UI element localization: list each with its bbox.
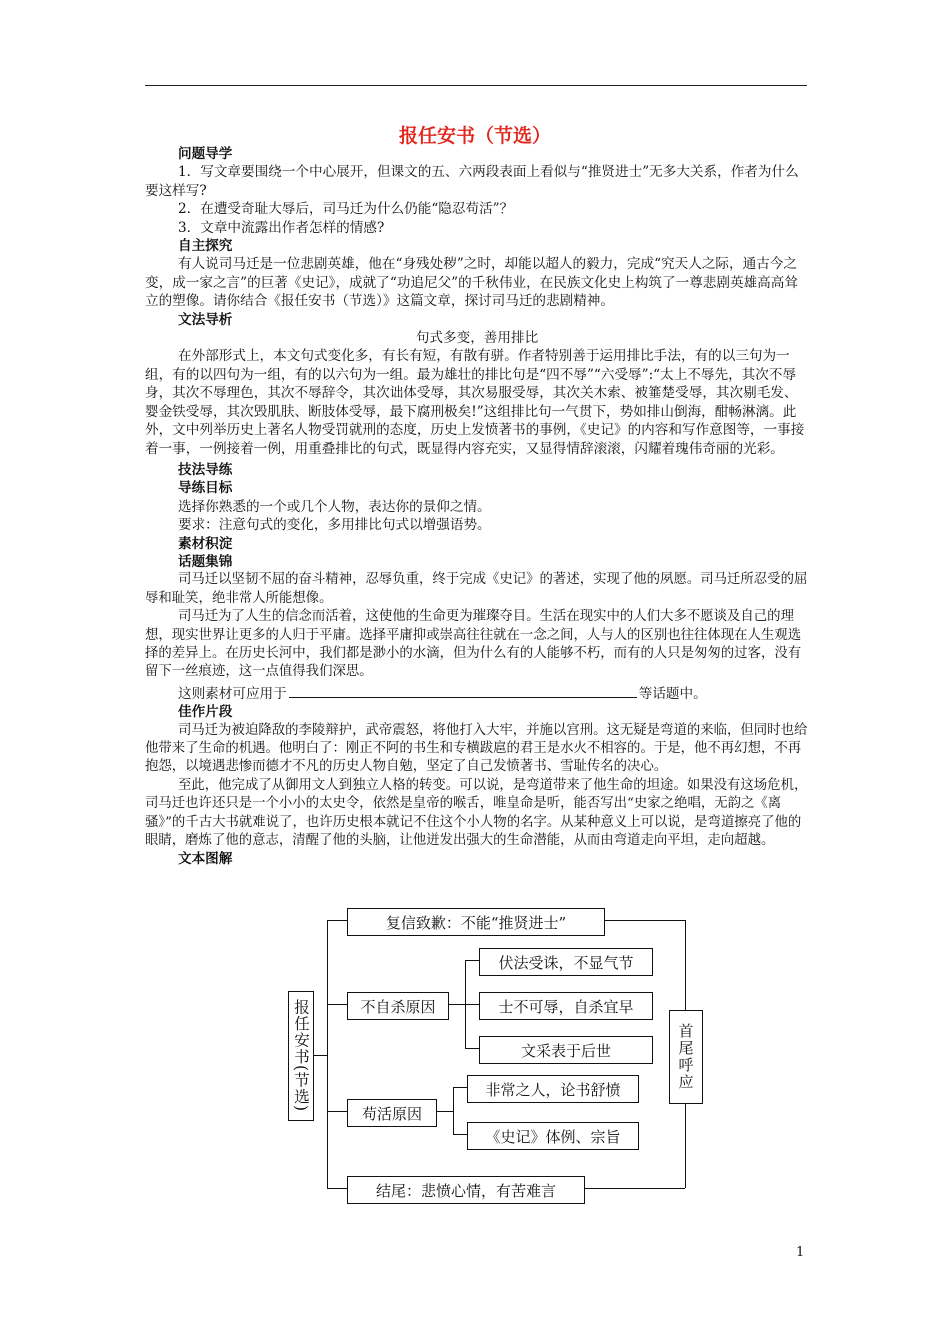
section-heading-wenti: 问题导学	[178, 146, 233, 162]
wenfa-paragraph: 在外部形式上，本文句式变化多，有长有短，有散有骈。作者特别善于运用排比手法，有的以三句为一组，有的以四句为一组，有的以六句为一组。最为雄壮的排比句是“四不辱”“六受辱”:“太上不辱先，其次不辱身，其次不辱理色，其次不辱辞令，其次诎体受辱，其次易服受辱，其次关木索、被箠楚受辱，其次剔毛发、婴金铁受辱，其次毁肌肤、断肢体受辱，最下腐刑极矣!”这组排比句一气贯下，势如排山倒海，酣畅淋漓。此外，文中列举历史上著名人物受罚就刑的态度，历史上发愤著书的事例，《史记》的内容和写作意图等，一事接着一事，一例接着一例，用重叠排比的句式，既显得内容充实，又显得情辞滚滚，闪耀着瑰伟奇丽的光彩。	[145, 348, 805, 457]
diagram-mid1-label: 不自杀原因	[360, 997, 436, 1016]
wenfa-subtitle: 句式多变，善用排比	[415, 330, 539, 347]
diagram-mid1-item-2-label: 士不可辱，自杀宜早	[498, 997, 634, 1016]
diagram-bottom-box	[347, 1176, 585, 1204]
diagram-right-box	[669, 1010, 703, 1104]
question-3: 3．文章中流露出作者怎样的情感?	[178, 219, 385, 236]
mid1-branch-a	[465, 960, 479, 961]
document-body	[145, 145, 809, 869]
text-diagram	[285, 905, 717, 1205]
sucai-subheading-topics: 话题集锦	[178, 553, 233, 570]
sucai-subheading-excerpt: 佳作片段	[178, 704, 233, 721]
fill-blank[interactable]	[289, 684, 637, 698]
question-2: 2．在遭受奇耻大辱后，司马迁为什么仍能“隐忍苟活”？	[178, 201, 514, 218]
diagram-mid2-item-2-label: 《史记》体例、宗旨	[485, 1127, 621, 1146]
mid1-branch-c	[465, 1048, 479, 1049]
jifa-goal: 选择你熟悉的一个或几个人物，表达你的景仰之情。	[178, 498, 491, 515]
connector-mid2	[327, 1111, 347, 1112]
diagram-mid1-item-3	[479, 1036, 653, 1064]
connector-bottom-right	[583, 1188, 685, 1189]
section-heading-jifa: 技法导练	[178, 461, 233, 478]
page-title: 报任安书（节选）	[398, 125, 551, 147]
connector-root	[312, 1055, 327, 1056]
mid2-branch	[453, 1087, 454, 1134]
sucai-paragraph-2: 司马迁为了人生的信念而活着，这使他的生命更为璀璨夺目。生活在现实中的人们大多不愿谈及自己的理想，现实世界让更多的人归于平庸。选择平庸抑或崇高往往就在一念之间，人与人的区别也往往体现在人生观选择的差异上。在历史长河中，我们都是渺小的水滴，但为什么有的人能够不朽，而有的人只是匆匆的过客，没有留下一丝痕迹，这一点值得我们深思。	[145, 609, 802, 680]
diagram-mid2-box	[347, 1099, 437, 1127]
diagram-top-box	[347, 908, 605, 936]
fill-blank-line	[145, 684, 809, 703]
diagram-mid1-item-1	[479, 948, 653, 976]
fill-blank-suffix: 等话题中。	[638, 685, 707, 702]
diagram-mid1-item-2	[479, 992, 653, 1020]
connector-bottom	[327, 1188, 347, 1189]
header-rule	[145, 85, 807, 86]
zizhu-paragraph: 有人说司马迁是一位悲剧英雄，他在“身残处秽”之时，却能以超人的毅力，完成“究天人之际，通古今之变，成一家之言”的巨著《史记》，成就了“功追尼父”的千秋伟业，在民族文化史上构筑了一尊悲剧英雄高高耸立的塑像。请你结合《报任安书（节选）》这篇文章，探讨司马迁的悲剧精神。	[145, 256, 798, 310]
diagram-right-label: 首尾呼应	[676, 1023, 695, 1091]
diagram-mid1-box	[347, 992, 449, 1020]
section-heading-wenfa: 文法导析	[178, 311, 233, 328]
connector-top-right	[603, 920, 685, 921]
diagram-mid2-item-2	[467, 1122, 639, 1150]
mid2-stub	[435, 1111, 453, 1112]
section-heading-tujie: 文本图解	[178, 851, 233, 868]
diagram-top-label: 复信致歉：不能“推贤进士”	[385, 913, 567, 932]
left-connector	[327, 920, 328, 1188]
diagram-mid1-item-3-label: 文采表于后世	[520, 1041, 611, 1060]
question-1: 1．写文章要围绕一个中心展开，但课文的五、六两段表面上看似与“推贤进士”无多大关系，作者为什么要这样写?	[145, 164, 799, 199]
section-heading-sucai: 素材积淀	[178, 535, 233, 552]
diagram-mid2-item-1-label: 非常之人，论书舒愤	[485, 1080, 621, 1099]
jifa-subheading: 导练目标	[178, 480, 233, 497]
jifa-requirement: 要求：注意句式的变化，多用排比句式以增强语势。	[178, 517, 491, 534]
sucai-paragraph-1: 司马迁以坚韧不屈的奋斗精神，忍辱负重，终于完成《史记》的著述，实现了他的夙愿。司马迁所忍受的屈辱和耻笑，绝非常人所能想像。	[145, 572, 808, 606]
mid2-branch-a	[453, 1087, 467, 1088]
section-heading-zizhu: 自主探究	[178, 238, 233, 255]
mid1-branch-b	[465, 1004, 479, 1005]
connector-top	[327, 920, 347, 921]
fill-blank-prefix: 这则素材可应用于	[178, 685, 287, 702]
excerpt-paragraph-1: 司马迁为被迫降敌的李陵辩护，武帝震怒，将他打入大牢，并施以宫刑。这无疑是弯道的来临，但同时也给他带来了生命的机遇。他明白了：刚正不阿的书生和专横跋扈的君王是水火不相容的。于是，他不再幻想，不再抱怨，以境遇悲惨而德才不凡的历史人物自勉，坚定了自己发愤著书、雪耻传名的决心。	[145, 722, 808, 775]
diagram-mid2-item-1	[467, 1075, 639, 1103]
diagram-mid1-item-1-label: 伏法受诛，不显气节	[498, 953, 634, 972]
diagram-mid2-label: 苟活原因	[361, 1104, 422, 1123]
page-number: 1	[796, 1245, 805, 1260]
excerpt-paragraph-2: 至此，他完成了从御用文人到独立人格的转变。可以说，是弯道带来了他生命的坦途。如果没有这场危机，司马迁也许还只是一个小小的太史令，依然是皇帝的喉舌，唯皇命是听，能否写出“史家之绝唱，无韵之《离骚》”的千古大书就难说了，也许历史根本就记不住这个小人物的名字。从某种意义上可以说，是弯道擦亮了他的眼睛，磨炼了他的意志，清醒了他的头脑，让他迸发出强大的生命潜能，从而由弯道走向平坦，走向超越。	[145, 777, 808, 849]
connector-mid1	[327, 1004, 347, 1005]
mid1-stub	[447, 1004, 465, 1005]
diagram-root-box	[288, 991, 314, 1121]
mid2-branch-b	[453, 1134, 467, 1135]
diagram-root-label: 报任安书(节选)	[292, 999, 310, 1113]
diagram-bottom-label: 结尾：悲愤心情，有苦难言	[375, 1181, 556, 1200]
